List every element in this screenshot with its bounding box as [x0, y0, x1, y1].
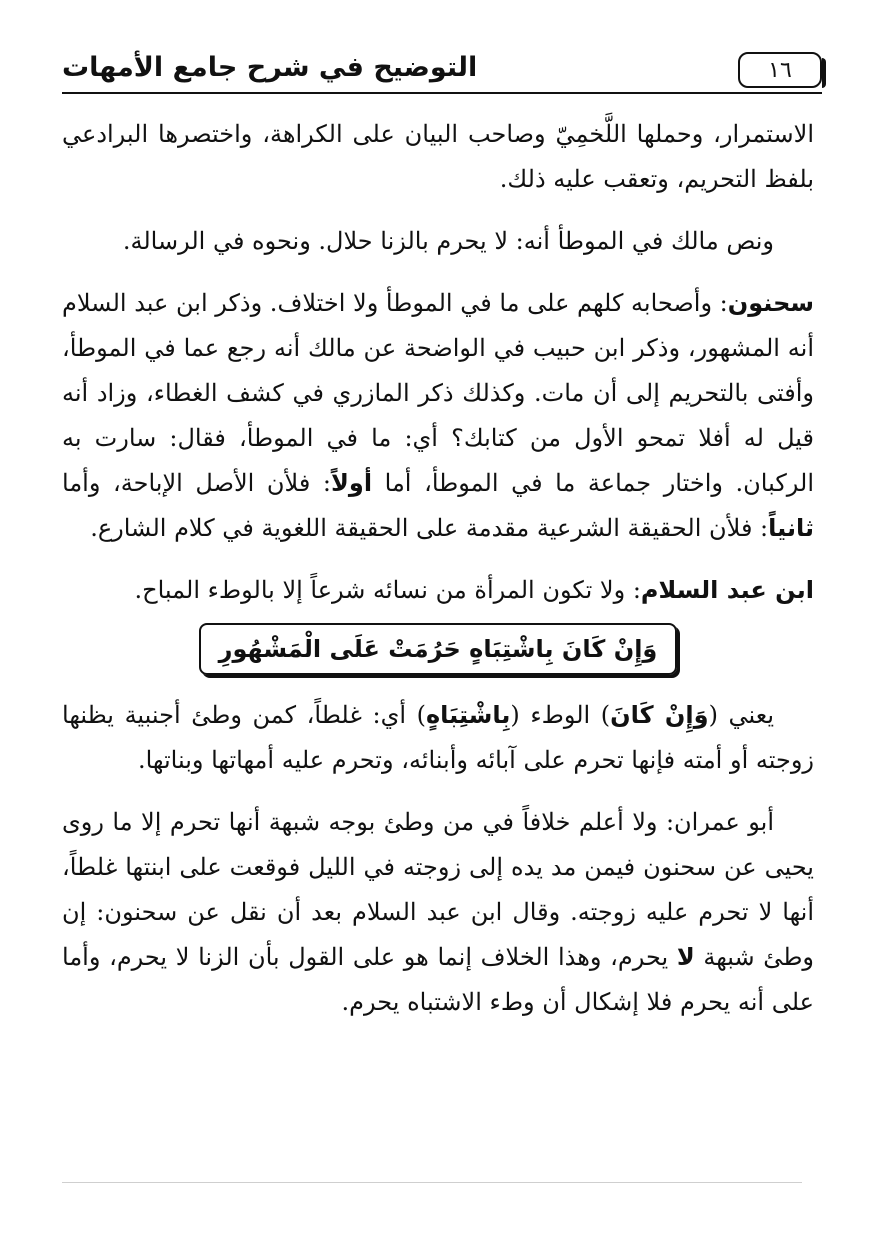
page-number: ١٦ — [738, 52, 822, 88]
paragraph-text: : فلأن الأصل الإباحة، وأما — [62, 469, 332, 497]
paragraph-text: ) أي: غلطاً، كمن وطئ أجنبية يظنها زوجته أو أمته فإنها تحرم على آبائه وأبنائه، وتحرم عليه أمهاتها وبناتها. — [62, 701, 814, 774]
header-divider — [62, 92, 822, 94]
first-reason-label: أولاً — [331, 469, 373, 497]
paragraph-text: : وأصحابه كلهم على ما في الموطأ ولا اختلاف. وذكر ابن عبد السلام أنه المشهور، وذكر ابن حبيب في الواضحة عن مالك أنه رجع عما في الموطأ، وأفتى بالتحريم إلى أن مات. وكذلك ذكر المازري في كشف الغطاء، وزاد أنه قيل له أفلا تمحو الأول من كتابك؟ أي: ما في الموطأ، فقال: سارت به الركبان. واختار جماعة ما في الموطأ، أما — [62, 289, 815, 497]
main-text — [62, 112, 814, 1042]
paragraph-text: : فلأن الحقيقة الشرعية مقدمة على الحقيقة اللغوية في كلام الشارع. — [90, 514, 769, 542]
matn-box-wrapper — [62, 623, 814, 675]
paragraph-text: يحرم، وهذا الخلاف إنما هو على القول بأن الزنا لا يحرم، وأما على أنه يحرم فلا إشكال أن وطء الاشتباه يحرم. — [62, 943, 814, 1016]
footer-divider — [62, 1182, 802, 1183]
paragraph-text: أبو عمران: ولا أعلم خلافاً في من وطئ بوجه شبهة أنها تحرم إلا ما روى يحيى عن سحنون فيمن مد يده إلى زوجته في الليل فوقعت على ابنتها غلطاً، أنها لا تحرم عليه زوجته. وقال ابن عبد السلام بعد أن نقل عن سحنون: إن وطئ شبهة — [62, 808, 815, 971]
paragraph-text: : ولا تكون المرأة من نسائه شرعاً إلا بالوطء المباح. — [134, 576, 641, 604]
paragraph-6 — [62, 800, 814, 1025]
quoted-term: بِاشْتِبَاهٍ — [426, 701, 511, 729]
paragraph-5 — [62, 693, 814, 783]
quoted-term: وَإِنْ كَانَ — [610, 701, 709, 729]
speaker-name: ابن عبد السلام — [640, 576, 814, 604]
second-reason-label: ثانياً — [768, 514, 814, 542]
paragraph-text: ) الوطء ( — [510, 701, 611, 729]
emphasized-word: لا — [676, 943, 695, 971]
page-header — [62, 48, 822, 98]
paragraph-3 — [62, 281, 814, 551]
paragraph-1: الاستمرار، وحملها اللَّخمِيّ وصاحب البيان على الكراهة، واختصرها البرادعي بلفظ التحريم، وتعقب عليه ذلك. — [62, 120, 814, 193]
paragraph-text: يعني ( — [708, 701, 775, 729]
matn-box: وَإِنْ كَانَ بِاشْتِبَاهٍ حَرُمَتْ عَلَى الْمَشْهُورِ — [199, 623, 678, 675]
paragraph-2: ونص مالك في الموطأ أنه: لا يحرم بالزنا حلال. ونحوه في الرسالة. — [122, 227, 774, 255]
speaker-name: سحنون — [727, 289, 814, 317]
book-title: التوضيح في شرح جامع الأمهات — [62, 52, 478, 83]
paragraph-4 — [62, 568, 814, 613]
